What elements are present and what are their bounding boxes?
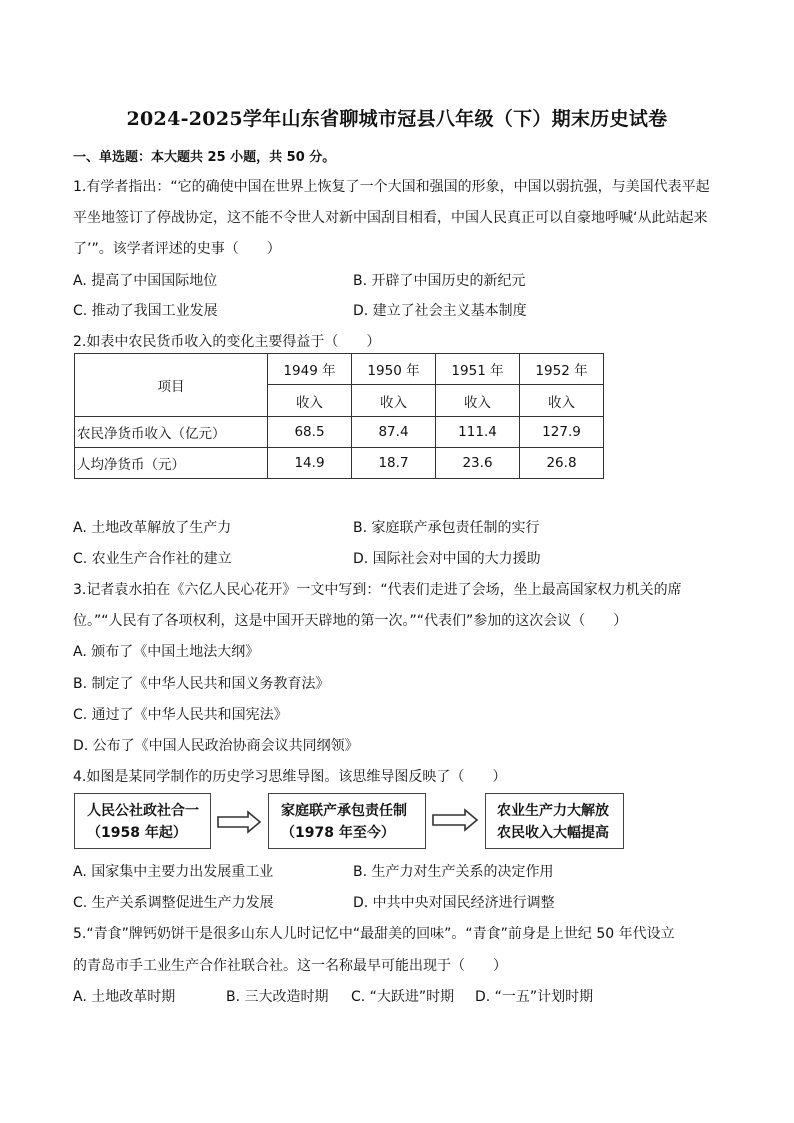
mindmap-box-commune [74, 793, 211, 849]
table-cell: 87.4 [352, 417, 436, 448]
q3-option-a[interactable]: A. 颁布了《中国土地法大纲》 [73, 644, 260, 660]
table-cell: 18.7 [352, 448, 436, 479]
income-table [74, 353, 604, 479]
q1-option-c[interactable]: C. 推动了我国工业发展 [73, 303, 218, 319]
q1-option-d[interactable]: D. 建立了社会主义基本制度 [353, 303, 527, 319]
q5-option-d[interactable]: D. “一五”计划时期 [475, 989, 594, 1005]
q2-option-a[interactable]: A. 土地改革解放了生产力 [73, 520, 232, 536]
right-arrow-icon [431, 808, 479, 832]
table-cell: 23.6 [436, 448, 520, 479]
q1-option-b[interactable]: B. 开辟了中国历史的新纪元 [353, 273, 526, 289]
table-row [75, 448, 604, 479]
table-subheader: 收入 [520, 385, 604, 417]
q4-option-b[interactable]: B. 生产力对生产关系的决定作用 [353, 864, 554, 880]
table-header-year: 1952 年 [520, 354, 604, 385]
mindmap-box-line: 农业生产力大解放 [497, 803, 609, 819]
mindmap-box-household [268, 793, 426, 849]
q5-line-2: 的青岛市手工业生产合作社联合社。这一名称最早可能出现于（ ） [73, 958, 507, 974]
table-cell: 111.4 [436, 417, 520, 448]
q3-option-b[interactable]: B. 制定了《中华人民共和国义务教育法》 [73, 676, 330, 692]
q4-option-a[interactable]: A. 国家集中主要力出发展重工业 [73, 864, 274, 880]
q5-option-c[interactable]: C. “大跃进”时期 [351, 989, 455, 1005]
table-cell: 26.8 [520, 448, 604, 479]
q4-option-c[interactable]: C. 生产关系调整促进生产力发展 [73, 895, 274, 911]
q1-line-1: 1.有学者指出：“它的确使中国在世界上恢复了一个大国和强国的形象，中国以弱抗强，与美国代表平起 [73, 179, 710, 195]
row-label: 农民净货币收入（亿元） [75, 417, 268, 448]
mindmap-box-line: 农民收入大幅提高 [497, 825, 609, 841]
mindmap-box-line: （1958 年起） [87, 825, 187, 841]
q1-line-2: 平坐地签订了停战协定，这不能不令世人对新中国刮目相看，中国人民真正可以自豪地呼喊‘从此站起来 [73, 210, 708, 226]
q5-option-b[interactable]: B. 三大改造时期 [226, 989, 329, 1005]
q4-stem: 4.如图是某同学制作的历史学习思维导图。该思维导图反映了（ ） [73, 769, 507, 785]
q2-option-d[interactable]: D. 国际社会对中国的大力援助 [353, 551, 541, 567]
table-row [75, 417, 604, 448]
table-header-year: 1949 年 [268, 354, 352, 385]
table-subheader: 收入 [268, 385, 352, 417]
row-label: 人均净货币（元） [75, 448, 268, 479]
mindmap-box-line: 人民公社政社合一 [87, 803, 199, 819]
q2-option-b[interactable]: B. 家庭联产承包责任制的实行 [353, 520, 540, 536]
q3-option-d[interactable]: D. 公布了《中国人民政治协商会议共同纲领》 [73, 738, 359, 754]
table-header-year: 1951 年 [436, 354, 520, 385]
table-header-year: 1950 年 [352, 354, 436, 385]
table-header-item: 项目 [75, 354, 268, 417]
mindmap-box-result [485, 793, 624, 849]
section-heading: 一、单选题：本大题共 25 小题，共 50 分。 [73, 150, 336, 165]
q2-option-c[interactable]: C. 农业生产合作社的建立 [73, 551, 232, 567]
q3-option-c[interactable]: C. 通过了《中华人民共和国宪法》 [73, 707, 288, 723]
table-cell: 14.9 [268, 448, 352, 479]
table-subheader: 收入 [352, 385, 436, 417]
right-arrow-icon [216, 810, 262, 834]
q1-line-3: 了’”。该学者评述的史事（ ） [73, 241, 281, 257]
q4-option-d[interactable]: D. 中共中央对国民经济进行调整 [353, 895, 555, 911]
q5-option-a[interactable]: A. 土地改革时期 [73, 989, 176, 1005]
q1-option-a[interactable]: A. 提高了中国国际地位 [73, 273, 218, 289]
mindmap-box-line: 家庭联产承包责任制 [281, 803, 407, 819]
q5-line-1: 5.“青食”牌钙奶饼干是很多山东人儿时记忆中“最甜美的回味”。“青食”前身是上世纪 50 年代设立 [73, 926, 675, 942]
table-subheader: 收入 [436, 385, 520, 417]
q3-line-1: 3.记者袁水拍在《六亿人民心花开》一文中写到：“代表们走进了会场，坐上最高国家权力机关的席 [73, 582, 682, 598]
q3-line-2: 位。”“人民有了各项权利，这是中国开天辟地的第一次。”“代表们”参加的这次会议（ ） [73, 613, 628, 629]
exam-title: 2024-2025学年山东省聊城市冠县八年级（下）期末历史试卷 [126, 108, 668, 130]
table-cell: 127.9 [520, 417, 604, 448]
mindmap-box-line: （1978 年至今） [281, 825, 395, 841]
table-cell: 68.5 [268, 417, 352, 448]
q2-stem: 2.如表中农民货币收入的变化主要得益于（ ） [73, 334, 381, 350]
